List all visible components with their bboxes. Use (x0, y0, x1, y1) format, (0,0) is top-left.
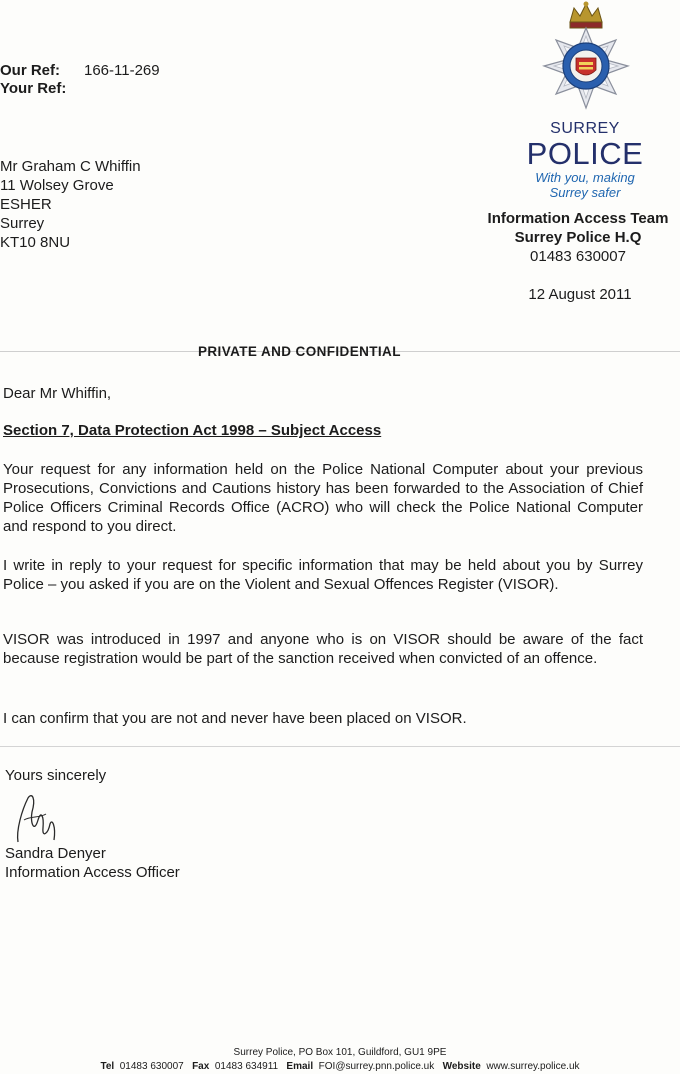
footer (0, 1046, 680, 1074)
footer-email-link[interactable]: FOI@surrey.pnn.police.uk (318, 1061, 435, 1072)
footer-tel: 01483 630007 (119, 1061, 184, 1072)
our-ref-value: 166-11-269 (84, 62, 160, 79)
recipient-address (0, 157, 141, 252)
footer-address: Surrey Police, PO Box 101, Guildford, GU1 9PE (233, 1047, 447, 1058)
address-line: Mr Graham C Whiffin (0, 158, 141, 175)
our-ref-row (0, 62, 160, 80)
fold-line (0, 746, 680, 747)
body-paragraph: VISOR was introduced in 1997 and anyone who is on VISOR should be aware of the fact because registration would be part of the sanction received when convicted of an offence. (3, 631, 643, 667)
reference-block (0, 62, 160, 98)
brand-police: POLICE (526, 136, 644, 171)
sender-phone: 01483 630007 (530, 248, 626, 265)
footer-tel-label: Tel (100, 1061, 115, 1072)
footer-contacts (0, 1060, 680, 1074)
address-line: ESHER (0, 196, 52, 213)
address-line: KT10 8NU (0, 234, 71, 251)
footer-email-label: Email (286, 1061, 314, 1072)
crown-icon (570, 2, 602, 29)
letter-date: 12 August 2011 (528, 286, 632, 303)
sender-hq: Surrey Police H.Q (514, 229, 642, 246)
footer-fax-label: Fax (192, 1061, 210, 1072)
body-paragraph: Your request for any information held on the Police National Computer about your previous Prosecutions, Convictions and Cautions history has been forwarded to the Association of Chief Police Officers Criminal Records Office (ACRO) who will check the Police National Computer and respond to you direct. (3, 461, 643, 535)
address-line: Surrey (0, 215, 45, 232)
body-paragraph: I write in reply to your request for specific information that may be held about you by Surrey Police – you asked if you are on the Violent and Sexual Offences Register (VISOR). (3, 557, 643, 593)
footer-website-label: Website (442, 1061, 481, 1072)
our-ref-label: Our Ref: (0, 62, 60, 79)
closing: Yours sincerely (5, 767, 107, 784)
subject-heading: Section 7, Data Protection Act 1998 – Subject Access (3, 422, 382, 439)
brand-surrey: SURREY (550, 120, 620, 137)
signer-name: Sandra Denyer (5, 845, 106, 862)
your-ref-row (0, 80, 160, 98)
address-line: 11 Wolsey Grove (0, 177, 114, 194)
brand-tagline-line2: Surrey safer (549, 185, 621, 200)
sender-team: Information Access Team (487, 210, 669, 227)
brand-block (505, 120, 665, 200)
confidential-marking: PRIVATE AND CONFIDENTIAL (198, 344, 401, 359)
surrey-police-crest-icon (528, 0, 644, 120)
footer-website-link[interactable]: www.surrey.police.uk (486, 1061, 580, 1072)
brand-tagline-line1: With you, making (535, 170, 635, 185)
signer-title: Information Access Officer (5, 864, 180, 881)
body-paragraph: I can confirm that you are not and never have been placed on VISOR. (3, 710, 467, 727)
salutation: Dear Mr Whiffin, (3, 385, 112, 402)
signature-icon (10, 790, 70, 850)
sender-block (472, 209, 680, 266)
footer-fax: 01483 634911 (214, 1061, 279, 1072)
signer-block (5, 844, 180, 882)
your-ref-label: Your Ref: (0, 80, 67, 97)
